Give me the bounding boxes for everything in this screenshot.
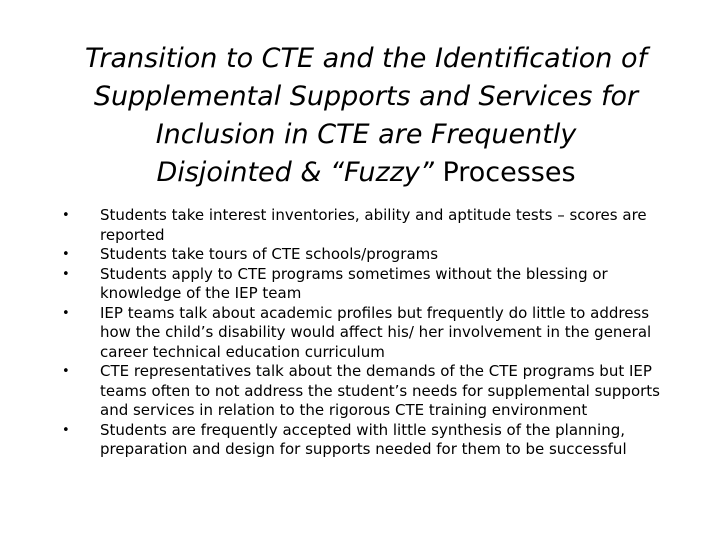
bullet-icon: •	[62, 422, 70, 438]
title-line-4: Disjointed & “Fuzzy”	[156, 157, 434, 189]
bullet-item	[62, 265, 682, 304]
title-line-2: Supplemental Supports and Services for	[93, 81, 639, 113]
bullet-text: Students take interest inventories, ability and aptitude tests – scores are reported	[100, 206, 647, 244]
title-line-3: Inclusion in CTE are Frequently	[155, 119, 577, 151]
bullet-text: Students take tours of CTE schools/programs	[100, 245, 439, 263]
bullet-item	[62, 206, 682, 245]
bullet-item	[62, 362, 682, 421]
bullet-icon: •	[62, 266, 70, 282]
bullet-item	[62, 421, 682, 460]
bullet-item	[62, 245, 682, 265]
bullet-text: Students are frequently accepted with little synthesis of the planning, preparation and design for supports needed for them to be successful	[100, 420, 627, 458]
bullet-text: CTE representatives talk about the demands of the CTE programs but IEP teams often to not address the student’s needs for supplemental supports and services in relation to the rigorous CTE training environment	[100, 362, 660, 419]
bullet-icon: •	[62, 364, 70, 379]
bullet-icon: •	[62, 208, 70, 223]
title-line-4-upright: Processes	[433, 157, 576, 189]
bullet-list	[62, 206, 682, 460]
title-line-1: Transition to CTE and the Identification of	[84, 43, 648, 75]
bullet-item	[62, 304, 682, 363]
bullet-text: IEP teams talk about academic profiles but frequently do little to address how the child’s disability would affect his/ her involvement in the general career technical education curriculum	[100, 303, 652, 361]
bullet-icon: •	[62, 247, 70, 262]
slide-title	[60, 40, 672, 192]
bullet-icon: •	[62, 305, 70, 321]
bullet-text: Students apply to CTE programs sometimes without the blessing or knowledge of the IEP team	[100, 264, 608, 302]
